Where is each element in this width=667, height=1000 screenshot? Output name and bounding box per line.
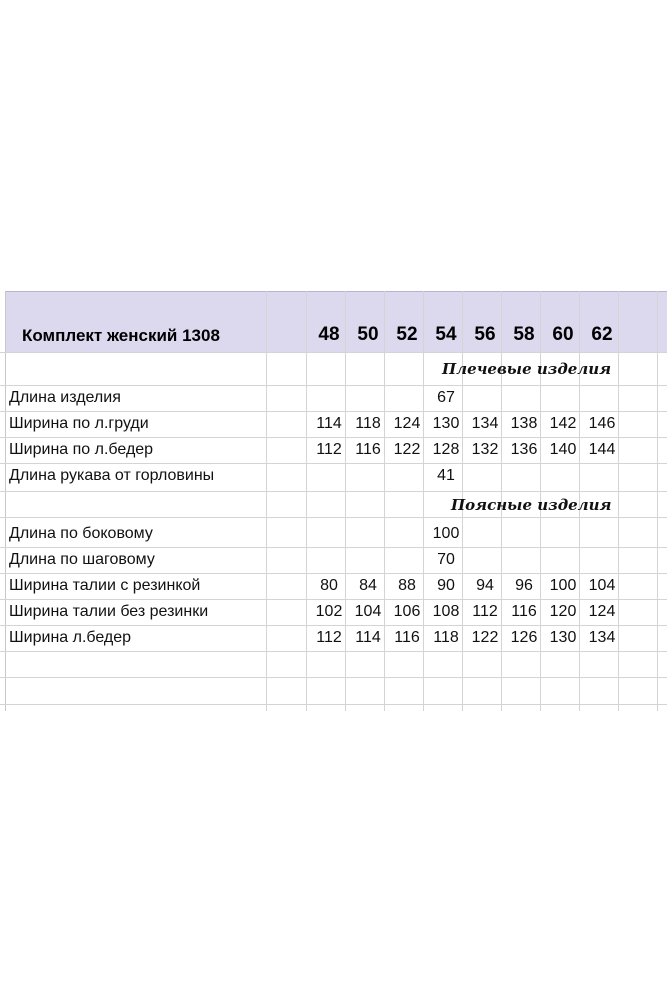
measurement-value: 146	[588, 415, 616, 432]
measurement-label: Ширина л.бедер	[9, 629, 132, 646]
grid-column-line	[423, 291, 424, 711]
measurement-label: Ширина по л.груди	[9, 415, 149, 432]
sheet-left-edge	[5, 291, 6, 711]
header-band-top-border	[6, 291, 667, 292]
measurement-value: 108	[432, 603, 460, 620]
measurement-label: Ширина талии без резинки	[9, 603, 209, 620]
grid-column-line	[345, 291, 346, 711]
measurement-value: 102	[315, 603, 343, 620]
measurement-value: 114	[316, 415, 342, 432]
grid-column-line	[384, 291, 385, 711]
size-header-cell: 48	[318, 324, 340, 345]
grid-row-line	[0, 463, 667, 464]
grid-column-line	[306, 291, 307, 711]
measurement-label: Длина по шаговому	[9, 551, 155, 568]
grid-row-line	[0, 573, 667, 574]
size-chart-sheet	[0, 291, 667, 711]
measurement-value: 118	[433, 629, 459, 646]
measurement-value: 116	[511, 603, 537, 620]
grid-row-line	[0, 411, 667, 412]
grid-row-line	[0, 352, 667, 353]
measurement-value: 118	[355, 415, 381, 432]
grid-row-line	[0, 385, 667, 386]
measurement-label: Длина по боковому	[9, 525, 153, 542]
measurement-value: 112	[316, 629, 342, 646]
grid-row-line	[0, 547, 667, 548]
measurement-value: 104	[588, 577, 616, 594]
measurement-value: 112	[472, 603, 498, 620]
measurement-value: 120	[549, 603, 577, 620]
measurement-value: 88	[398, 577, 416, 594]
measurement-value: 128	[432, 441, 460, 458]
size-header-cell: 60	[552, 324, 574, 345]
size-header-cell: 58	[513, 324, 535, 345]
grid-column-line	[657, 291, 658, 711]
size-header-cell: 54	[435, 324, 457, 345]
grid-row-line	[0, 704, 667, 705]
measurement-label: Длина рукава от горловины	[9, 467, 215, 484]
size-header-cell: 62	[591, 324, 613, 345]
measurement-label: Длина изделия	[9, 389, 121, 406]
measurement-value: 100	[549, 577, 577, 594]
measurement-value: 124	[588, 603, 616, 620]
measurement-value: 70	[437, 551, 455, 568]
grid-row-line	[0, 491, 667, 492]
product-title: Комплект женский 1308	[22, 326, 220, 345]
measurement-value: 100	[432, 525, 460, 542]
grid-row-line	[0, 437, 667, 438]
size-header-cell: 50	[357, 324, 379, 345]
grid-row-line	[0, 677, 667, 678]
measurement-value: 132	[471, 441, 499, 458]
section-title-tops: Плечевые изделия	[442, 360, 612, 378]
measurement-value: 106	[393, 603, 421, 620]
measurement-value: 142	[549, 415, 577, 432]
section-title-bottoms: Поясные изделия	[451, 496, 612, 514]
measurement-value: 41	[437, 467, 455, 484]
measurement-value: 122	[393, 441, 421, 458]
measurement-value: 116	[394, 629, 420, 646]
size-header-cell: 56	[474, 324, 496, 345]
grid-row-line	[0, 599, 667, 600]
measurement-value: 116	[355, 441, 381, 458]
measurement-value: 94	[476, 577, 494, 594]
measurement-value: 124	[393, 415, 421, 432]
measurement-label: Ширина по л.бедер	[9, 441, 154, 458]
measurement-value: 130	[549, 629, 577, 646]
measurement-value: 104	[354, 603, 382, 620]
measurement-value: 140	[549, 441, 577, 458]
measurement-value: 126	[510, 629, 538, 646]
measurement-value: 84	[359, 577, 377, 594]
grid-row-line	[0, 651, 667, 652]
measurement-value: 134	[588, 629, 616, 646]
measurement-value: 130	[432, 415, 460, 432]
measurement-value: 80	[320, 577, 338, 594]
measurement-value: 67	[437, 389, 455, 406]
measurement-value: 96	[515, 577, 533, 594]
grid-column-line	[618, 291, 619, 711]
measurement-value: 112	[316, 441, 342, 458]
measurement-value: 122	[471, 629, 499, 646]
measurement-value: 138	[510, 415, 538, 432]
measurement-value: 144	[588, 441, 616, 458]
measurement-value: 136	[510, 441, 538, 458]
measurement-value: 114	[355, 629, 381, 646]
grid-column-line	[266, 291, 267, 711]
grid-row-line	[0, 625, 667, 626]
measurement-label: Ширина талии с резинкой	[9, 577, 201, 594]
measurement-value: 90	[437, 577, 455, 594]
measurement-value: 134	[471, 415, 499, 432]
grid-row-line	[0, 517, 667, 518]
size-header-cell: 52	[396, 324, 418, 345]
